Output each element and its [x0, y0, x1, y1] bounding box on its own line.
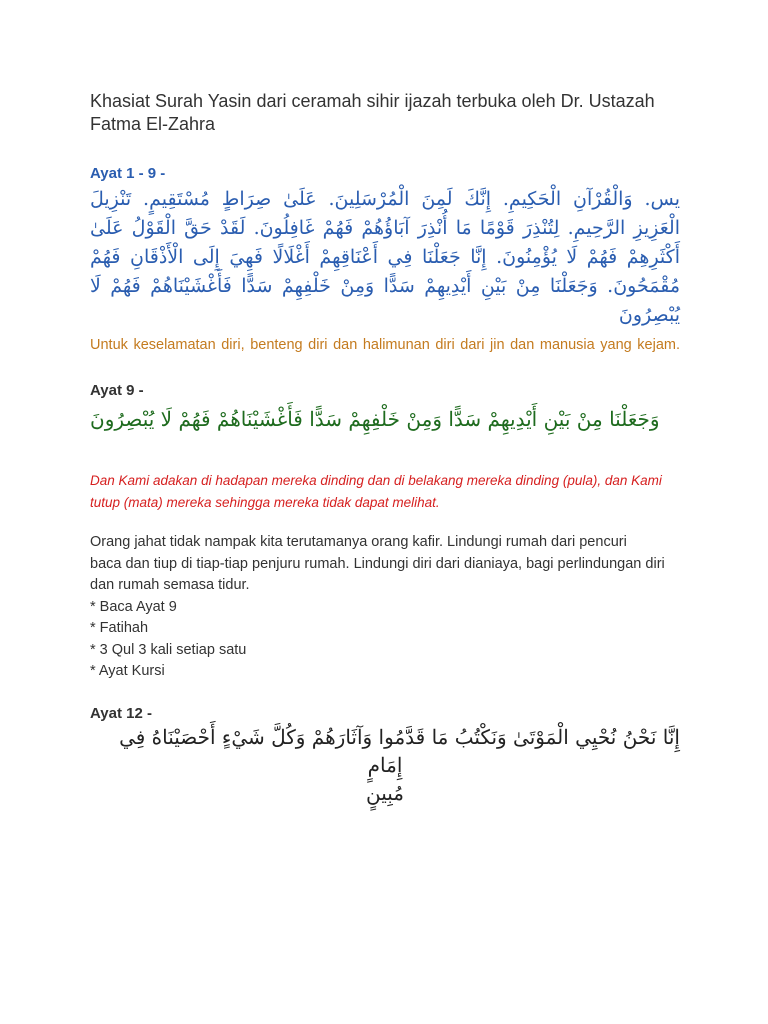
- list-item: * Baca Ayat 9: [90, 598, 177, 615]
- section-heading-ayat-1-9: Ayat 1 - 9 -: [90, 165, 166, 182]
- section-heading-ayat-12: Ayat 12 -: [90, 704, 152, 722]
- list-item: * Ayat Kursi: [90, 663, 165, 679]
- document-page: [90, 90, 680, 807]
- document-title: Khasiat Surah Yasin dari ceramah sihir ijazah terbuka oleh Dr. Ustazah Fatma El-Zahra: [90, 91, 655, 134]
- benefit-note: Untuk keselamatan diri, benteng diri dan halimunan diri dari jin dan manusia yang kejam.: [90, 337, 680, 353]
- section-heading-ayat-9: Ayat 9 -: [90, 382, 144, 399]
- usage-paragraph-1: Orang jahat tidak nampak kita terutamanya orang kafir. Lindungi rumah dari pencuri: [90, 534, 627, 550]
- arabic-verse-12-line-2: إِمَامٍ: [367, 752, 403, 777]
- list-item: * Fatihah: [90, 620, 149, 636]
- arabic-verse-12-line-1: إِنَّا نَحْنُ نُحْيِي الْمَوْتَىٰ وَنَكْتُبُ مَا قَدَّمُوا وَآثَارَهُمْ وَكُلَّ شَيْءٍ أَحْصَيْنَاهُ فِي: [119, 724, 680, 749]
- arabic-verse-1-9: يس. وَالْقُرْآنِ الْحَكِيمِ. إِنَّكَ لَمِنَ الْمُرْسَلِينَ. عَلَىٰ صِرَاطٍ مُسْتَقِيمٍ. تَنْزِيلَ الْعَزِيزِ الرَّحِيمِ. لِتُنْذِرَ قَوْمًا مَا أُنْذِرَ آبَاؤُهُمْ فَهُمْ غَافِلُونَ. لَقَدْ حَقَّ الْقَوْلُ عَلَىٰ أَكْثَرِهِمْ فَهُمْ لَا يُؤْمِنُونَ. إِنَّا جَعَلْنَا فِي أَعْنَاقِهِمْ أَغْلَالًا فَهِيَ إِلَى الْأَذْقَانِ فَهُمْ مُقْمَحُونَ. وَجَعَلْنَا مِنْ بَيْنِ أَيْدِيهِمْ سَدًّا وَمِنْ خَلْفِهِمْ سَدًّا فَأَغْشَيْنَاهُمْ فَهُمْ لَا يُبْصِرُونَ: [90, 188, 680, 326]
- verse-translation: Dan Kami adakan di hadapan mereka dinding dan di belakang mereka dinding (pula), dan Kami tutup (mata) mereka sehingga mereka tidak dapat melihat.: [90, 473, 662, 510]
- usage-paragraph-2: baca dan tiup di tiap-tiap penjuru rumah. Lindungi diri dari dianiaya, bagi perlindungan diri dan rumah semasa tidur.: [90, 555, 665, 593]
- arabic-verse-12-line-3: مُبِينٍ: [365, 780, 404, 805]
- list-item: * 3 Qul 3 kali setiap satu: [90, 641, 247, 658]
- recitation-list: [90, 597, 680, 683]
- arabic-verse-9: وَجَعَلْنَا مِنْ بَيْنِ أَيْدِيهِمْ سَدًّا وَمِنْ خَلْفِهِمْ سَدًّا فَأَغْشَيْنَاهُمْ فَهُمْ لَا يُبْصِرُونَ: [90, 407, 660, 431]
